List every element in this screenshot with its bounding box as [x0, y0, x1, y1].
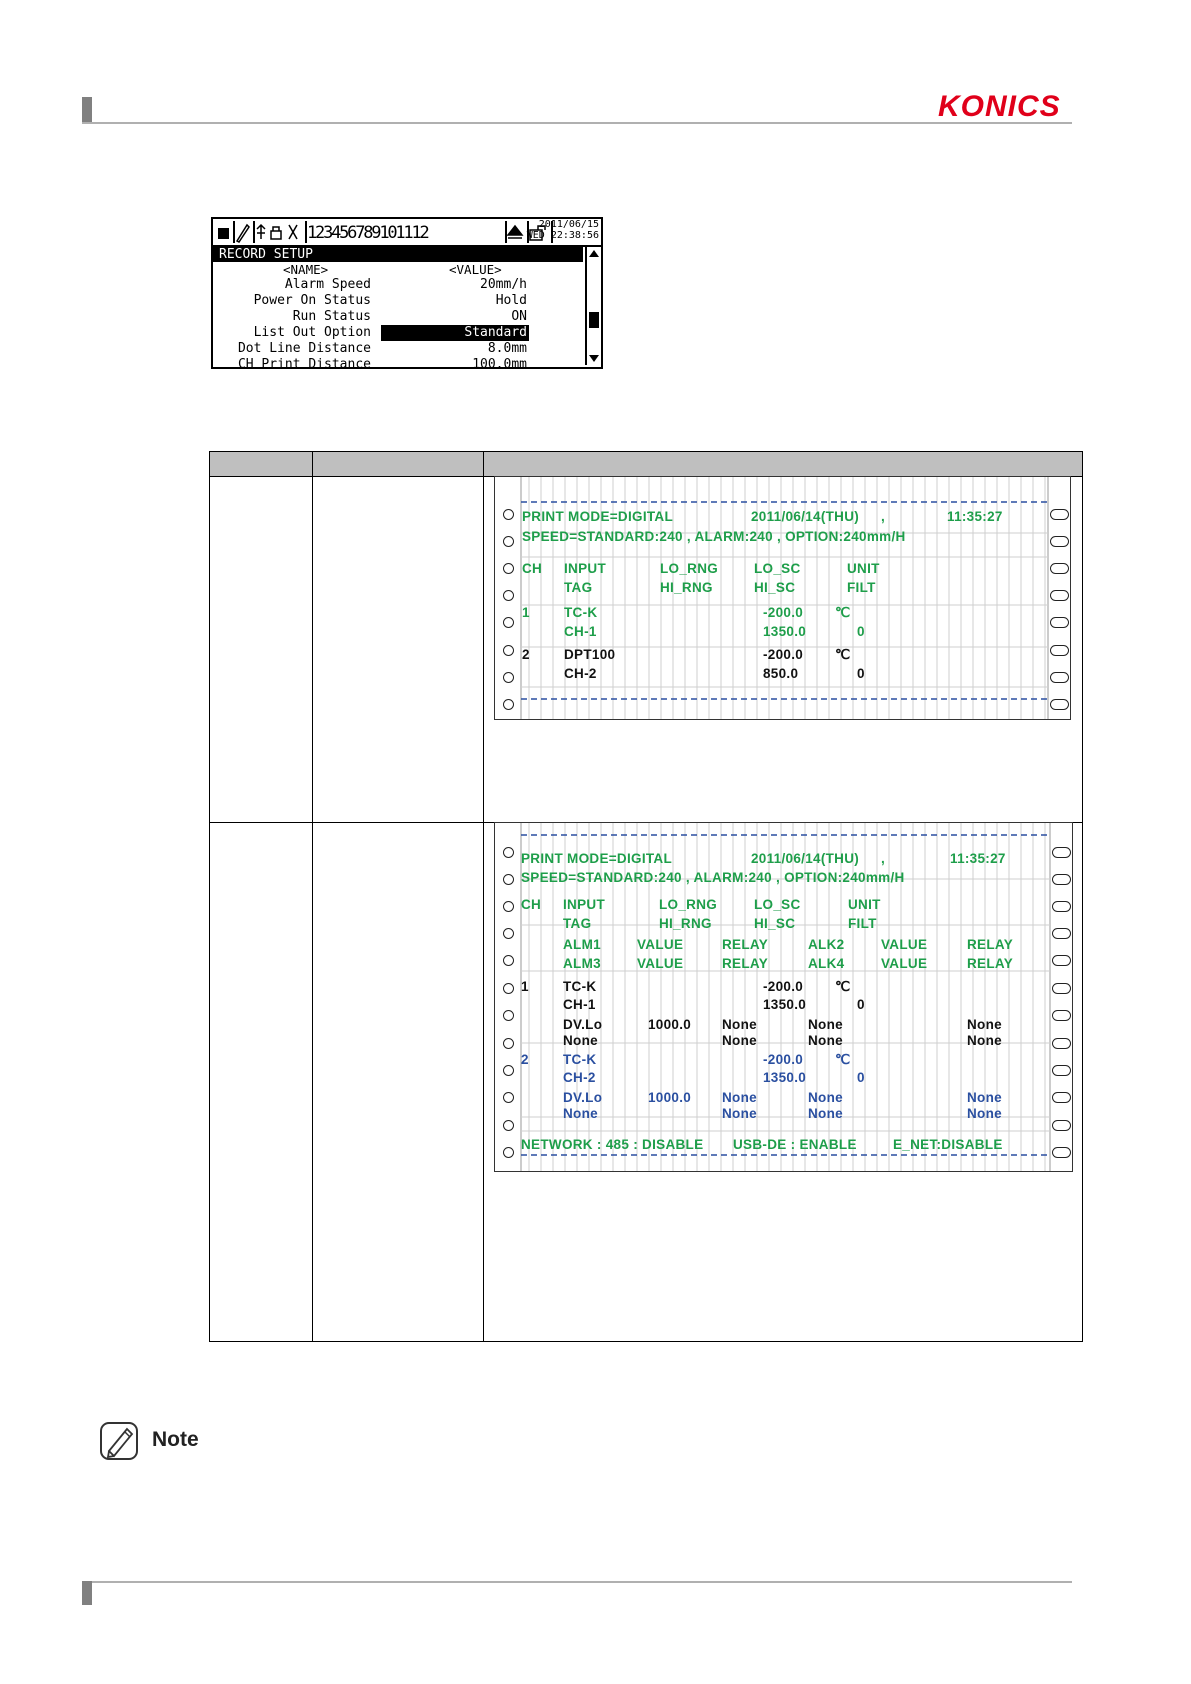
- column-header: TAG: [564, 580, 593, 595]
- alarm-header: ALM3: [563, 956, 601, 971]
- setting-name: List Out Option: [253, 325, 371, 340]
- hi-scale: 1350.0: [763, 624, 807, 639]
- usb-lock-icons: [253, 221, 307, 243]
- alarm-relay: None: [722, 1090, 757, 1105]
- column-header: CH: [521, 897, 542, 912]
- sprocket-hole: [1052, 874, 1071, 885]
- channel-numbers: 123456789101112: [307, 223, 428, 243]
- sprocket-hole: [503, 672, 514, 683]
- alarm-header: VALUE: [637, 937, 684, 952]
- unit: ℃: [835, 647, 851, 662]
- setting-name: CH Print Distance: [237, 357, 371, 369]
- sprocket-hole: [1052, 901, 1071, 912]
- setting-value[interactable]: 20mm/h: [480, 277, 527, 292]
- channel-number: 2: [522, 647, 530, 662]
- lcd-setting-row[interactable]: [213, 293, 583, 309]
- alarm-header: ALK4: [808, 956, 845, 971]
- sprocket-hole: [503, 955, 514, 966]
- column-header: LO_SC: [754, 897, 801, 912]
- sprocket-hole: [1052, 847, 1071, 858]
- alarm-header: VALUE: [881, 937, 928, 952]
- setting-value[interactable]: ON: [511, 309, 527, 324]
- print-date: 2011/06/14(THU): [751, 851, 860, 866]
- filter: 0: [857, 997, 865, 1012]
- name-column-header: <NAME>: [283, 262, 329, 277]
- setting-value[interactable]: Hold: [495, 293, 527, 308]
- sprocket-hole: [503, 1010, 514, 1021]
- lcd-datetime: [527, 219, 599, 241]
- filter: 0: [857, 666, 865, 681]
- print-time: 11:35:27: [950, 851, 1006, 866]
- alarm-type: DV.Lo: [563, 1017, 603, 1032]
- sprocket-hole: [1052, 955, 1071, 966]
- lo-scale: -200.0: [763, 1052, 804, 1067]
- column-header: LO_RNG: [659, 897, 718, 912]
- sprocket-hole: [1052, 928, 1071, 939]
- alarm-relay: None: [722, 1106, 757, 1121]
- sprocket-hole: [503, 847, 514, 858]
- alarm-relay: None: [722, 1033, 757, 1048]
- stop-icon: [213, 221, 235, 243]
- sprocket-hole: [503, 928, 514, 939]
- alarm-header: VALUE: [637, 956, 684, 971]
- column-header: INPUT: [564, 561, 606, 576]
- alarm-relay: None: [722, 1017, 757, 1032]
- column-header: UNIT: [847, 561, 880, 576]
- scroll-down-icon[interactable]: [589, 355, 599, 362]
- eject-icon: [505, 221, 529, 243]
- table-header-row: [210, 452, 1082, 477]
- sprocket-hole: [1052, 1147, 1071, 1158]
- sprocket-hole: [1050, 509, 1069, 520]
- footer-bar: [82, 1581, 92, 1605]
- lcd-status-bar: [213, 219, 601, 247]
- column-header: INPUT: [563, 897, 605, 912]
- enet-status: E_NET:DISABLE: [893, 1137, 1003, 1152]
- alarm-header: ALM1: [563, 937, 601, 952]
- column-header: HI_SC: [754, 580, 796, 595]
- alarm-value: 1000.0: [648, 1017, 692, 1032]
- sprocket-hole: [1050, 672, 1069, 683]
- lcd-setting-row[interactable]: [213, 325, 583, 341]
- column-header: HI_RNG: [660, 580, 713, 595]
- lcd-record-setup-screen: [211, 217, 603, 369]
- tag: CH-2: [564, 666, 597, 681]
- lcd-date: 2011/06/15: [538, 219, 599, 230]
- pen-icon: [233, 221, 255, 243]
- alarm-header: RELAY: [722, 937, 769, 952]
- lcd-title: RECORD SETUP: [213, 247, 583, 262]
- sprocket-hole: [1050, 699, 1069, 710]
- setting-name: Alarm Speed: [284, 277, 371, 292]
- setting-value[interactable]: 8.0mm: [487, 341, 527, 356]
- input-type: TC-K: [563, 1052, 597, 1067]
- sprocket-hole: [503, 563, 514, 574]
- sprocket-hole: [503, 645, 514, 656]
- channel-status: [305, 221, 507, 243]
- sprocket-hole: [503, 1065, 514, 1076]
- sprocket-hole: [1050, 590, 1069, 601]
- sprocket-hole: [1052, 1038, 1071, 1049]
- alarm-type: None: [563, 1033, 598, 1048]
- usb-status: USB-DE : ENABLE: [733, 1137, 857, 1152]
- sprocket-hole: [1050, 645, 1069, 656]
- alarm-type: DV.Lo: [563, 1090, 603, 1105]
- lo-scale: -200.0: [763, 979, 804, 994]
- alarm-header: RELAY: [967, 956, 1014, 971]
- sprocket-hole: [503, 699, 514, 710]
- tag: CH-1: [564, 624, 597, 639]
- sprocket-hole: [1052, 1065, 1071, 1076]
- lcd-setting-row[interactable]: [213, 357, 583, 369]
- setting-name: Dot Line Distance: [237, 341, 371, 356]
- unit: ℃: [835, 1052, 851, 1067]
- alarm-type: None: [808, 1017, 843, 1032]
- sprocket-hole: [503, 1038, 514, 1049]
- filter: 0: [857, 624, 865, 639]
- sprocket-hole: [1052, 1010, 1071, 1021]
- setting-name: Power On Status: [253, 293, 371, 308]
- column-header: FILT: [847, 580, 876, 595]
- note-label: Note: [152, 1428, 199, 1451]
- sprocket-hole: [1050, 536, 1069, 547]
- column-header: LO_RNG: [660, 561, 719, 576]
- tag: CH-2: [563, 1070, 596, 1085]
- column-header: TAG: [563, 916, 592, 931]
- lcd-setting-row[interactable]: [213, 277, 583, 293]
- input-type: DPT100: [564, 647, 616, 662]
- alarm-header: ALK2: [808, 937, 845, 952]
- scroll-up-icon[interactable]: [589, 250, 599, 257]
- sprocket-hole: [1050, 563, 1069, 574]
- column-divider: [312, 452, 313, 1341]
- hi-scale: 1350.0: [763, 1070, 807, 1085]
- sprocket-hole: [1052, 1092, 1071, 1103]
- column-header: CH: [522, 561, 543, 576]
- network-status: NETWORK : 485 : DISABLE: [521, 1137, 704, 1152]
- alarm-type: None: [808, 1090, 843, 1105]
- sprocket-hole: [503, 1120, 514, 1131]
- lo-scale: -200.0: [763, 605, 804, 620]
- alarm-header: VALUE: [881, 956, 928, 971]
- column-header: HI_RNG: [659, 916, 712, 931]
- value-column-header: <VALUE>: [449, 262, 502, 277]
- lcd-time: WED 22:38:56: [526, 230, 599, 241]
- input-type: TC-K: [564, 605, 598, 620]
- alarm-type: None: [563, 1106, 598, 1121]
- sprocket-hole: [503, 983, 514, 994]
- alarm-type: None: [808, 1033, 843, 1048]
- sprocket-hole: [503, 509, 514, 520]
- column-divider: [483, 452, 484, 1341]
- column-header: HI_SC: [754, 916, 796, 931]
- lcd-setting-row[interactable]: [213, 309, 583, 325]
- sprocket-hole: [503, 536, 514, 547]
- separator: ,: [881, 851, 886, 866]
- sprocket-hole: [503, 874, 514, 885]
- column-header: FILT: [848, 916, 877, 931]
- filter: 0: [857, 1070, 865, 1085]
- konics-logo: KONICS: [938, 90, 1061, 123]
- print-time: 11:35:27: [947, 509, 1003, 524]
- lcd-setting-row[interactable]: [213, 341, 583, 357]
- setting-value[interactable]: Standard: [381, 325, 529, 341]
- alarm-relay: None: [967, 1090, 1002, 1105]
- unit: ℃: [835, 979, 851, 994]
- sprocket-hole: [503, 590, 514, 601]
- speed-line: SPEED=STANDARD:240 , ALARM:240 , OPTION:240mm/H: [521, 870, 905, 885]
- header-rule: [82, 122, 1072, 124]
- setting-name: Run Status: [292, 309, 371, 324]
- sprocket-hole: [1052, 1120, 1071, 1131]
- sprocket-hole: [503, 1147, 514, 1158]
- alarm-type: None: [808, 1106, 843, 1121]
- sprocket-hole: [1050, 617, 1069, 628]
- sprocket-hole: [503, 617, 514, 628]
- alarm-relay: None: [967, 1033, 1002, 1048]
- sprocket-hole: [503, 1092, 514, 1103]
- channel-number: 1: [522, 605, 530, 620]
- print-mode: PRINT MODE=DIGITAL: [522, 509, 674, 524]
- channel-number: 2: [521, 1052, 529, 1067]
- sprocket-hole: [503, 901, 514, 912]
- hi-scale: 1350.0: [763, 997, 807, 1012]
- standard-printout: [494, 476, 1071, 720]
- speed-line: SPEED=STANDARD:240 , ALARM:240 , OPTION:240mm/H: [522, 529, 906, 544]
- footer-rule: [82, 1581, 1072, 1583]
- input-type: TC-K: [563, 979, 597, 994]
- note-pencil-icon: [99, 1421, 139, 1461]
- alarm-value: 1000.0: [648, 1090, 692, 1105]
- setting-value[interactable]: 100.0mm: [472, 357, 527, 369]
- channel-number: 1: [521, 979, 529, 994]
- sprocket-hole: [1052, 983, 1071, 994]
- column-header: LO_SC: [754, 561, 801, 576]
- separator: ,: [881, 509, 886, 524]
- print-mode: PRINT MODE=DIGITAL: [521, 851, 673, 866]
- alarm-relay: None: [967, 1017, 1002, 1032]
- tag: CH-1: [563, 997, 596, 1012]
- hi-scale: 850.0: [763, 666, 799, 681]
- lo-scale: -200.0: [763, 647, 804, 662]
- scroll-thumb[interactable]: [589, 312, 599, 328]
- alarm-header: RELAY: [722, 956, 769, 971]
- column-header: UNIT: [848, 897, 881, 912]
- print-date: 2011/06/14(THU): [751, 509, 860, 524]
- header-bar: [82, 97, 92, 123]
- unit: ℃: [835, 605, 851, 620]
- alarm-header: RELAY: [967, 937, 1014, 952]
- alarm-relay: None: [967, 1106, 1002, 1121]
- lcd-scrollbar[interactable]: [585, 247, 601, 365]
- extended-printout: [494, 822, 1073, 1172]
